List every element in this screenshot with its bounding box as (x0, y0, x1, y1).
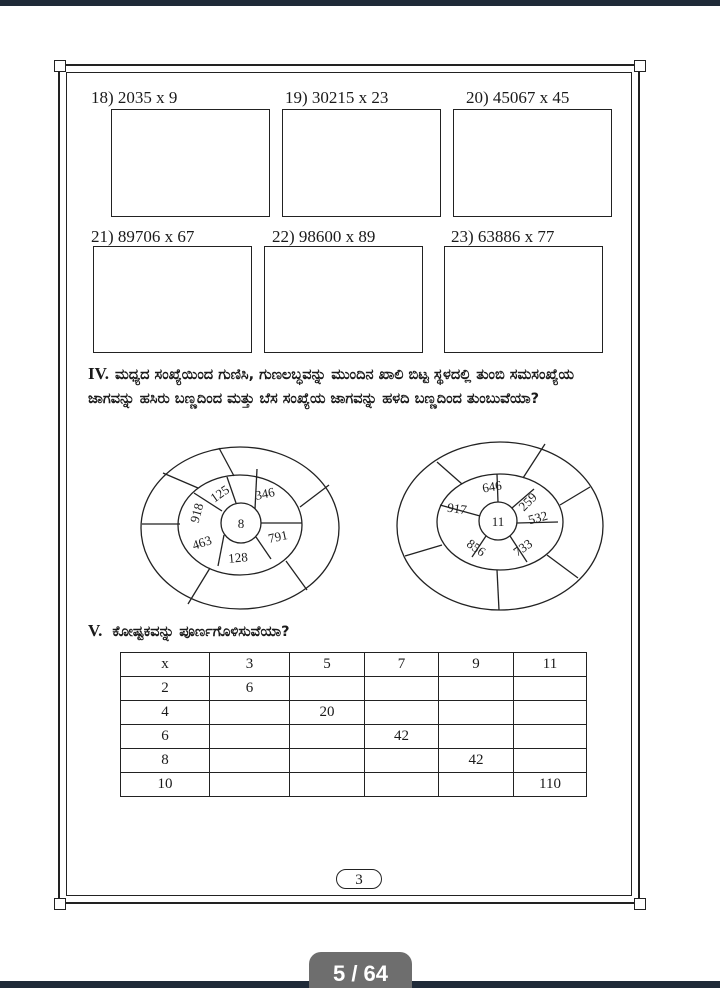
table-header-cell: 3 (210, 653, 290, 677)
wheel-2-number: 733 (510, 535, 536, 560)
table-row (121, 725, 587, 749)
section-v-text: ಕೋಷ್ಟಕವನ್ನು ಪೂರ್ಣಗೊಳಿಸುವೆಯಾ? (112, 624, 290, 640)
page-indicator: 5 / 64 (309, 952, 412, 988)
wheel-1-number: 125 (207, 481, 233, 506)
table-cell[interactable] (365, 749, 439, 773)
wheel-1-number: 918 (186, 501, 207, 525)
table-cell[interactable] (514, 701, 587, 725)
table-header-cell: x (121, 653, 210, 677)
table-cell[interactable] (365, 773, 439, 797)
table-cell[interactable] (290, 725, 365, 749)
table-cell[interactable] (365, 677, 439, 701)
section-v-number: V. (88, 621, 103, 640)
table-cell[interactable] (210, 725, 290, 749)
table-cell[interactable]: 20 (290, 701, 365, 725)
table-cell[interactable] (210, 701, 290, 725)
table-row (121, 677, 587, 701)
wheel-2-center: 11 (491, 514, 505, 529)
table-cell: 8 (121, 749, 210, 773)
wheel-1-number: 346 (253, 484, 276, 503)
table-cell[interactable] (210, 773, 290, 797)
problem-19-label: 19) 30215 x 23 (285, 88, 389, 107)
section-iv-text: ಮಧ್ಯದ ಸಂಖ್ಯೆಯಿಂದ ಗುಣಿಸಿ, ಗುಣಲಬ್ಧವನ್ನು ಮುಂದಿನ ಖಾಲಿ ಬಿಟ್ಟ ಸ್ಥಳದಲ್ಲಿ ತುಂಬಿ ಸಮಸಂಖ್ಯೆಯ ಜಾಗವನ್ನು ಹಸಿರು ಬಣ್ಣದಿಂದ ಮತ್ತು ಬೆಸ ಸಂಖ್ಯೆಯ ಜಾಗವನ್ನು ಹಳದಿ ಬಣ್ಣದಿಂದ ತುಂಬುವೆಯಾ? (88, 367, 575, 407)
table-header-cell: 9 (439, 653, 514, 677)
table-cell[interactable] (439, 773, 514, 797)
table-cell[interactable] (290, 749, 365, 773)
table-row (121, 749, 587, 773)
table-cell[interactable] (439, 701, 514, 725)
table-cell: 2 (121, 677, 210, 701)
wheel-1-center: 8 (237, 516, 245, 531)
wheel-1-number: 463 (190, 532, 214, 553)
wheel-2-number: 532 (526, 507, 550, 528)
wheel-1-number: 791 (266, 527, 289, 546)
wheel-2-number: 917 (446, 499, 468, 518)
wheel-2-number: 259 (515, 489, 540, 514)
table-cell[interactable]: 42 (439, 749, 514, 773)
table-cell[interactable] (439, 725, 514, 749)
problem-22-label: 22) 98600 x 89 (272, 227, 376, 246)
table-cell[interactable] (439, 677, 514, 701)
table-row (121, 701, 587, 725)
table-cell[interactable] (514, 677, 587, 701)
table-cell: 6 (121, 725, 210, 749)
section-v-instruction (88, 621, 290, 641)
problem-21-label: 21) 89706 x 67 (91, 227, 195, 246)
table-cell[interactable] (290, 773, 365, 797)
table-cell[interactable] (514, 749, 587, 773)
table-header-cell: 7 (365, 653, 439, 677)
table-cell[interactable]: 42 (365, 725, 439, 749)
table-header-cell: 11 (514, 653, 587, 677)
multiplication-table (120, 652, 587, 797)
wheel-1-labels (187, 482, 289, 566)
problem-20-label: 20) 45067 x 45 (466, 88, 570, 107)
table-row (121, 773, 587, 797)
wheel-2-number: 646 (481, 477, 503, 496)
table-cell[interactable]: 110 (514, 773, 587, 797)
page-number: 3 (336, 869, 382, 889)
problem-23-label: 23) 63886 x 77 (451, 227, 555, 246)
table-cell[interactable] (514, 725, 587, 749)
table-cell[interactable] (365, 701, 439, 725)
table-header-cell: 5 (290, 653, 365, 677)
table-cell[interactable] (210, 749, 290, 773)
section-iv-number: IV. (88, 364, 109, 383)
table-cell[interactable] (290, 677, 365, 701)
table-cell[interactable]: 6 (210, 677, 290, 701)
table-cell: 4 (121, 701, 210, 725)
table-cell: 10 (121, 773, 210, 797)
table-header-row (121, 653, 587, 677)
wheel-1-number: 128 (227, 549, 249, 566)
problem-18-label: 18) 2035 x 9 (91, 88, 178, 107)
wheel-2-number: 856 (463, 535, 489, 560)
